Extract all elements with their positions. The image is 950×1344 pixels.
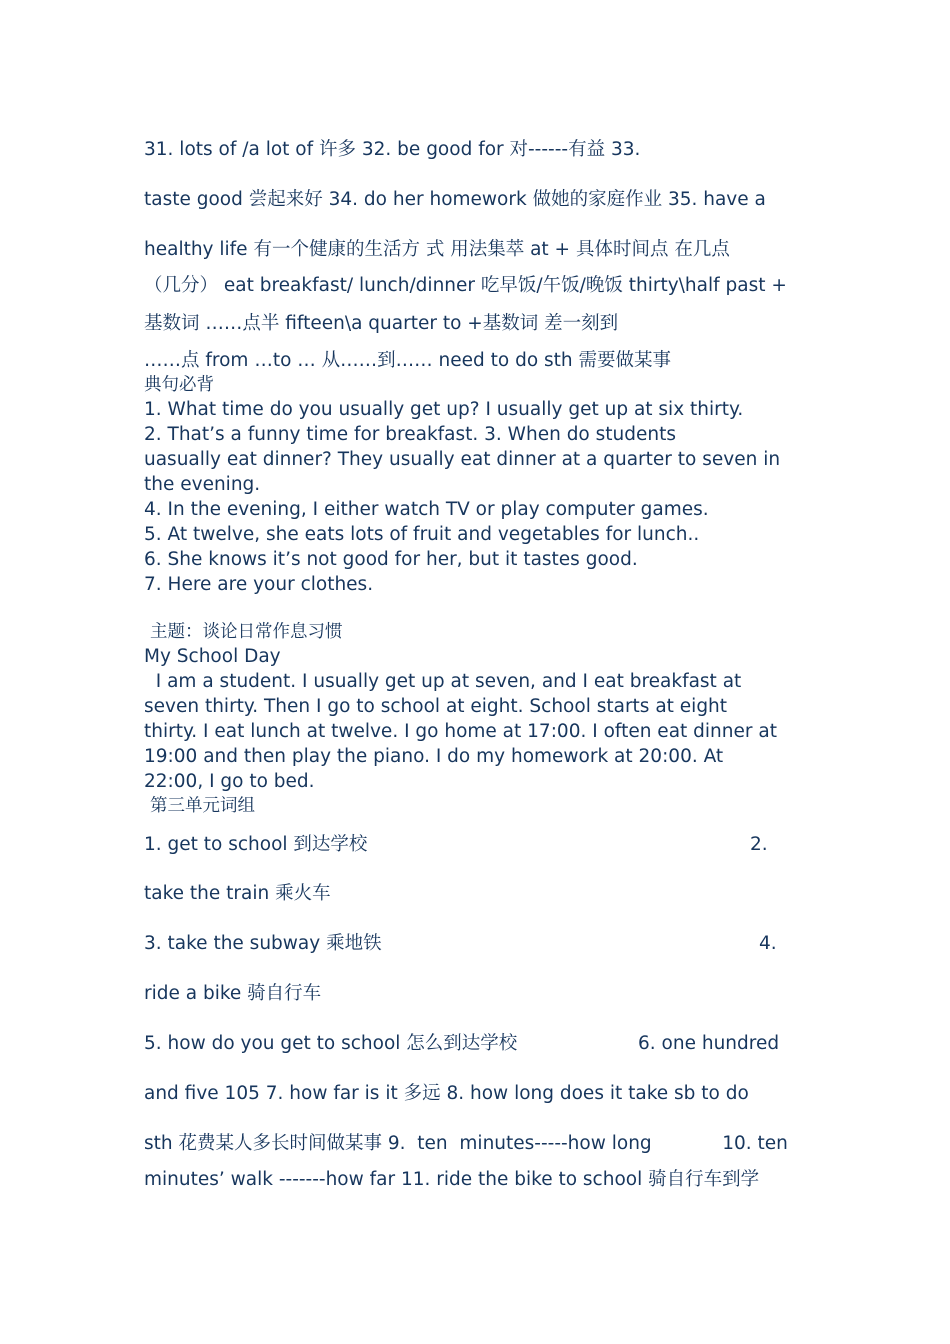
unit3-line-1-right: 2. <box>750 834 768 855</box>
phrase-line-6: ……点 from …to … 从……到…… need to do sth 需要做某事 <box>144 350 672 371</box>
essay-line-4: 19:00 and then play the piano. I do my homework at 20:00. At <box>144 746 724 767</box>
sentence-line-4: the evening. <box>144 474 261 495</box>
sentence-line-8: 7. Here are your clothes. <box>144 574 374 595</box>
sentence-line-7: 6. She knows it’s not good for her, but it tastes good. <box>144 549 638 570</box>
topic-heading: 主题：谈论日常作息习惯 <box>150 622 343 642</box>
unit3-line-3-right: 4. <box>759 933 777 954</box>
essay-title: My School Day <box>144 646 281 667</box>
sentence-line-1: 1. What time do you usually get up? I usually get up at six thirty. <box>144 399 744 420</box>
essay-line-1: I am a student. I usually get up at seven, and I eat breakfast at <box>144 671 742 692</box>
phrase-line-2: taste good 尝起来好 34. do her homework 做她的家庭作业 35. have a <box>144 189 766 210</box>
unit3-heading: 第三单元词组 <box>150 796 255 816</box>
unit3-line-5: 5. how do you get to school 怎么到达学校 <box>144 1033 518 1054</box>
essay-line-2: seven thirty. Then I go to school at eight. School starts at eight <box>144 696 728 717</box>
unit3-line-3: 3. take the subway 乘地铁 <box>144 933 382 954</box>
unit3-line-6: and five 105 7. how far is it 多远 8. how long does it take sb to do <box>144 1083 749 1104</box>
unit3-line-5-right: 6. one hundred <box>638 1033 780 1054</box>
unit3-line-7: sth 花费某人多长时间做某事 9. ten minutes-----how long 10. ten <box>144 1133 788 1154</box>
phrase-line-5: 基数词 ……点半 fifteen\a quarter to +基数词 差一刻到 <box>144 313 619 334</box>
sentence-line-3: uasually eat dinner? They usually eat dinner at a quarter to seven in <box>144 449 781 470</box>
sentence-line-5: 4. In the evening, I either watch TV or play computer games. <box>144 499 709 520</box>
sentence-line-6: 5. At twelve, she eats lots of fruit and vegetables for lunch.. <box>144 524 700 545</box>
unit3-line-1: 1. get to school 到达学校 <box>144 834 368 855</box>
essay-line-5: 22:00, I go to bed. <box>144 771 315 792</box>
phrase-line-4: （几分） eat breakfast/ lunch/dinner 吃早饭/午饭/晚饭 thirty\half past + <box>144 275 787 296</box>
unit3-line-8: minutes’ walk -------how far 11. ride the bike to school 骑自行车到学 <box>144 1169 760 1190</box>
sentence-line-2: 2. That’s a funny time for breakfast. 3. When do students <box>144 424 676 445</box>
essay-line-3: thirty. I eat lunch at twelve. I go home at 17:00. I often eat dinner at <box>144 721 777 742</box>
unit3-line-4: ride a bike 骑自行车 <box>144 983 322 1004</box>
phrase-line-1: 31. lots of /a lot of 许多 32. be good for 对------有益 33. <box>144 139 641 160</box>
sentences-heading: 典句必背 <box>144 375 214 395</box>
phrase-line-3: healthy life 有一个健康的生活方 式 用法集萃 at + 具体时间点 在几点 <box>144 239 730 260</box>
unit3-line-2: take the train 乘火车 <box>144 883 331 904</box>
